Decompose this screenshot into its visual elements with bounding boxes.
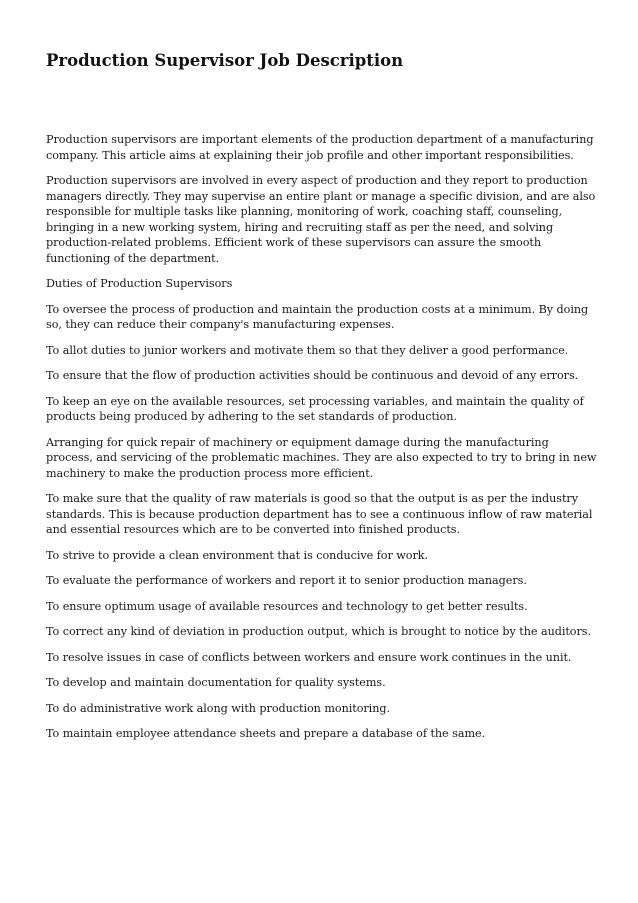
section-heading: Duties of Production Supervisors bbox=[46, 277, 233, 290]
duty-item: To allot duties to junior workers and motivate them so that they deliver a good performance. bbox=[46, 343, 569, 357]
duty-item: To correct any kind of deviation in production output, which is brought to notice by the auditors. bbox=[46, 625, 591, 638]
duty-item: To ensure optimum usage of available resources and technology to get better results. bbox=[46, 599, 528, 613]
duty-item: To make sure that the quality of raw materials is good so that the output is as per the industry standards. This is because production department has to see a continuous inflow of raw material and essential resources which are to be converted into finished products. bbox=[46, 492, 593, 536]
duty-item: To ensure that the flow of production activities should be continuous and devoid of any errors. bbox=[46, 369, 579, 382]
document-title: Production Supervisor Job Description bbox=[46, 51, 404, 70]
duty-item: To do administrative work along with production monitoring. bbox=[46, 701, 390, 715]
document-body bbox=[46, 132, 598, 752]
duty-item: To maintain employee attendance sheets and prepare a database of the same. bbox=[46, 727, 486, 740]
duty-item: To keep an eye on the available resources, set processing variables, and maintain the quality of products being produced by adhering to the set standards of production. bbox=[46, 394, 584, 423]
duty-item: To evaluate the performance of workers and report it to senior production managers. bbox=[46, 574, 527, 587]
intro-paragraph: Production supervisors are important elements of the production department of a manufacturing company. This article aims at explaining their job profile and other important responsibilities. bbox=[46, 133, 594, 162]
duty-item: To develop and maintain documentation for quality systems. bbox=[46, 676, 386, 689]
overview-paragraph: Production supervisors are involved in every aspect of production and they report to production managers directly. They may supervise an entire plant or manage a specific division, and are also responsible for multiple tasks like planning, monitoring of work, coaching staff, counseling, bringing in a new working system, hiring and recruiting staff as per the need, and solving production-related problems. Efficient work of these supervisors can assure the smooth functioning of the department. bbox=[46, 174, 596, 265]
duty-item: To oversee the process of production and maintain the production costs at a minimum. By doing so, they can reduce their company's manufacturing expenses. bbox=[46, 302, 589, 331]
duty-item: To strive to provide a clean environment that is conducive for work. bbox=[46, 548, 429, 562]
duty-item: To resolve issues in case of conflicts between workers and ensure work continues in the unit. bbox=[46, 650, 572, 664]
duty-item: Arranging for quick repair of machinery or equipment damage during the manufacturing process, and servicing of the problematic machines. They are also expected to try to bring in new machinery to make the production process more efficient. bbox=[46, 435, 597, 480]
